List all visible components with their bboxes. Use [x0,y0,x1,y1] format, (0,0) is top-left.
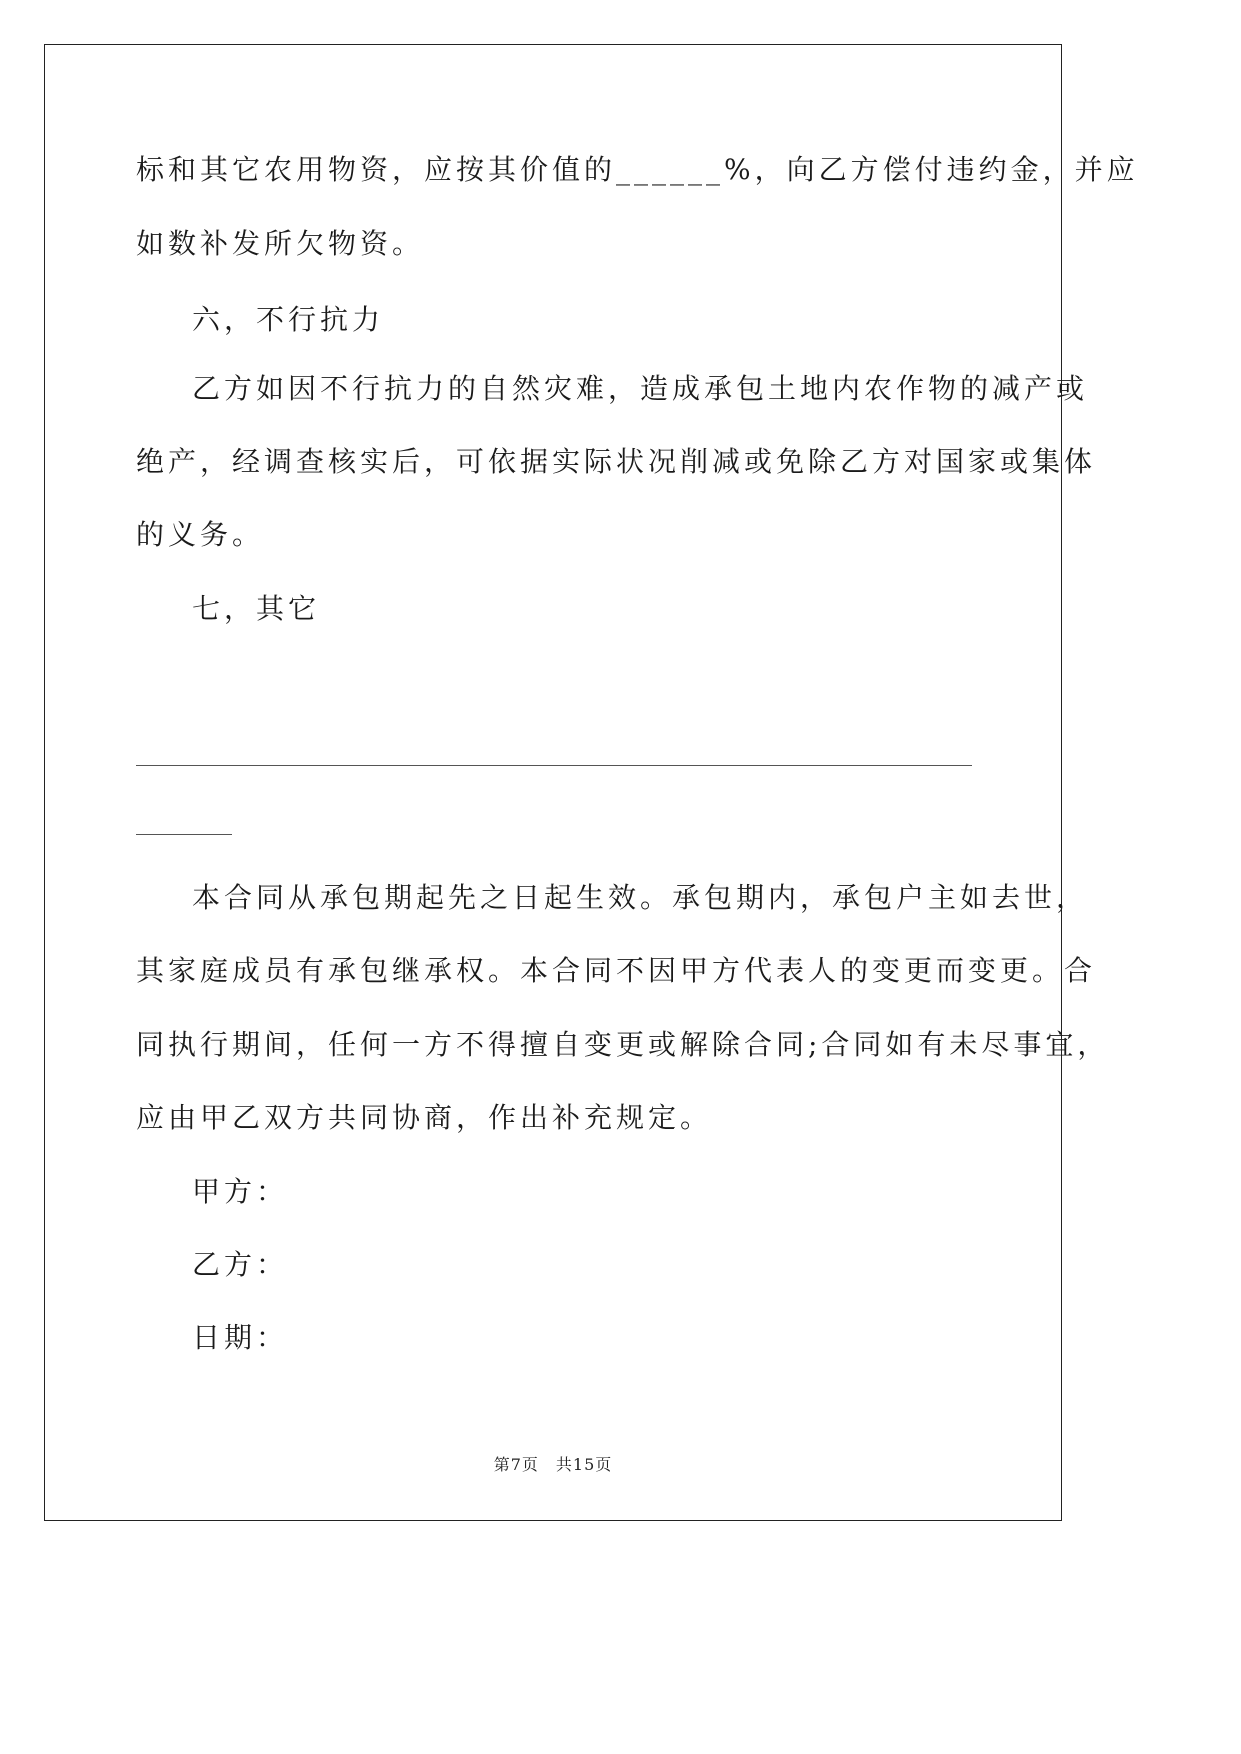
section-heading-six: 六，不行抗力 [192,303,385,336]
paragraph-line: 如数补发所欠物资。 [136,227,425,260]
date-label: 日期： [192,1321,289,1354]
blank-fill-line-short [136,834,232,835]
section-heading-seven: 七，其它 [192,592,321,625]
paragraph-line: 标和其它农用物资，应按其价值的______%，向乙方偿付违约金，并应 [136,153,1139,186]
party-b-label: 乙方： [192,1248,289,1281]
paragraph-line: 应由甲乙双方共同协商，作出补充规定。 [136,1101,713,1134]
paragraph-line: 的义务。 [136,518,265,551]
paragraph-line: 同执行期间，任何一方不得擅自变更或解除合同;合同如有未尽事宜， [136,1028,1110,1061]
page-footer: 第7页 共15页 [493,1455,613,1474]
paragraph-line: 乙方如因不行抗力的自然灾难，造成承包土地内农作物的减产或 [192,372,1089,405]
party-a-label: 甲方： [192,1175,289,1208]
paragraph-line: 绝产，经调查核实后，可依据实际状况削减或免除乙方对国家或集体 [136,445,1097,478]
paragraph-line: 本合同从承包期起先之日起生效。承包期内，承包户主如去世， [192,881,1089,914]
blank-fill-line [136,765,972,766]
page-frame [44,44,1062,1521]
paragraph-line: 其家庭成员有承包继承权。本合同不因甲方代表人的变更而变更。合 [136,954,1097,987]
